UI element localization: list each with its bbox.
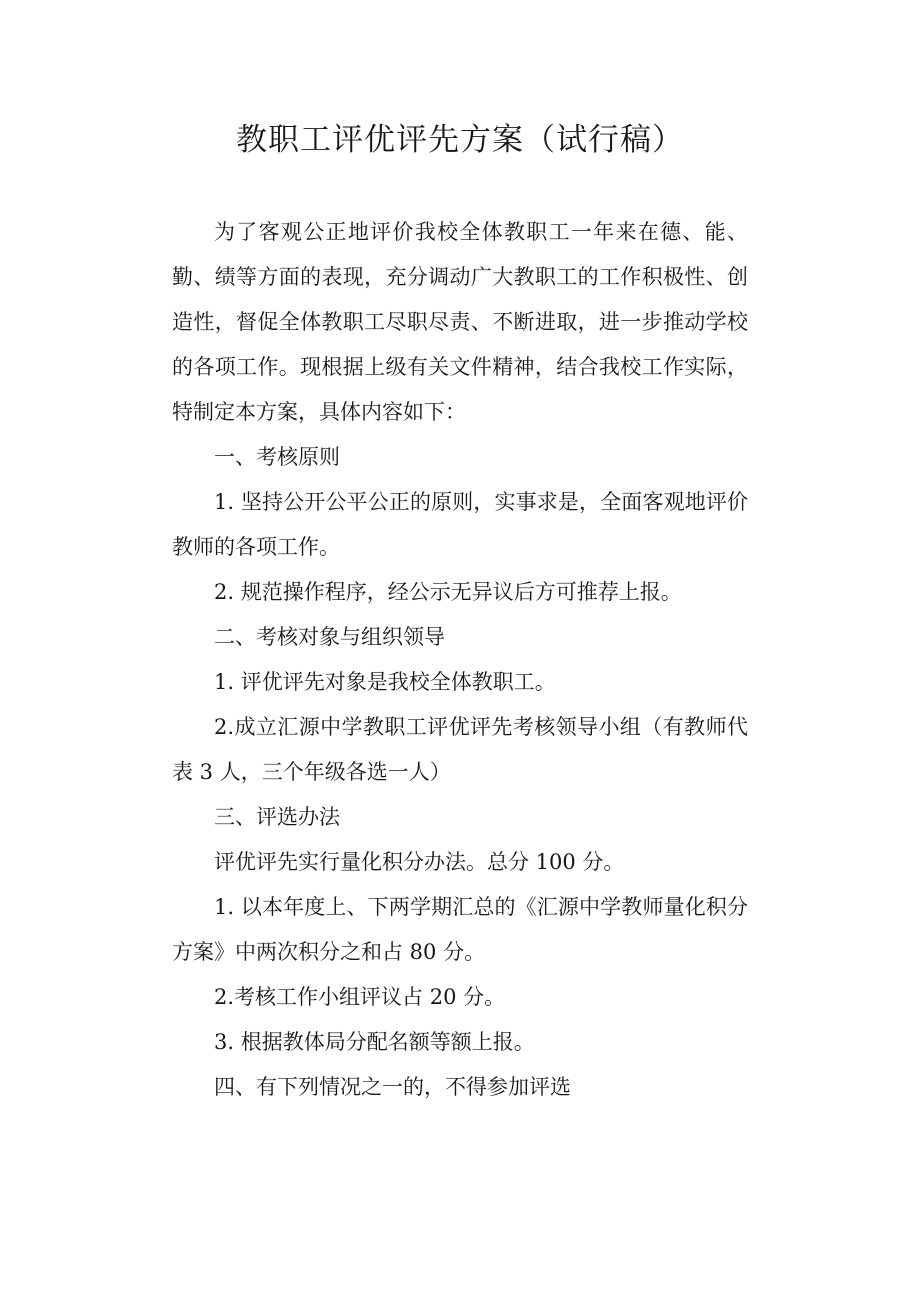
section-heading-targets: 二、考核对象与组织领导 <box>214 625 445 649</box>
intro-paragraph: 为了客观公正地评价我校全体教职工一年来在德、能、勤、绩等方面的表现，充分调动广大教职工的工作积极性、创造性，督促全体教职工尽职尽责、不断进取，进一步推动学校的各项工作。现根据上级有关文件精神，结合我校工作实际，特制定本方案，具体内容如下： <box>172 220 748 424</box>
section-heading-exclusions: 四、有下列情况之一的，不得参加评选 <box>214 1075 571 1099</box>
principle-item-2: 2. 规范操作程序，经公示无异议后方可推荐上报。 <box>214 580 682 604</box>
method-item-3: 3. 根据教体局分配名额等额上报。 <box>214 1030 535 1054</box>
method-item-2: 2.考核工作小组评议占 20 分。 <box>214 985 506 1009</box>
section-heading-methods: 三、评选办法 <box>214 805 340 829</box>
target-item-1: 1. 评优评先对象是我校全体教职工。 <box>214 670 556 694</box>
methods-summary: 评优评先实行量化积分办法。总分 100 分。 <box>214 850 625 874</box>
principle-item-1: 1. 坚持公开公平公正的原则，实事求是，全面客观地评价教师的各项工作。 <box>172 490 748 559</box>
method-item-1: 1. 以本年度上、下两学期汇总的《汇源中学教师量化积分方案》中两次积分之和占 80 分。 <box>172 895 748 964</box>
document-body <box>172 210 748 1110</box>
target-item-2: 2.成立汇源中学教职工评优评先考核领导小组（有教师代表 3 人，三个年级各选一人） <box>172 715 748 784</box>
document-title: 教职工评优评先方案（试行稿） <box>236 122 684 158</box>
section-heading-principles: 一、考核原则 <box>214 445 340 469</box>
